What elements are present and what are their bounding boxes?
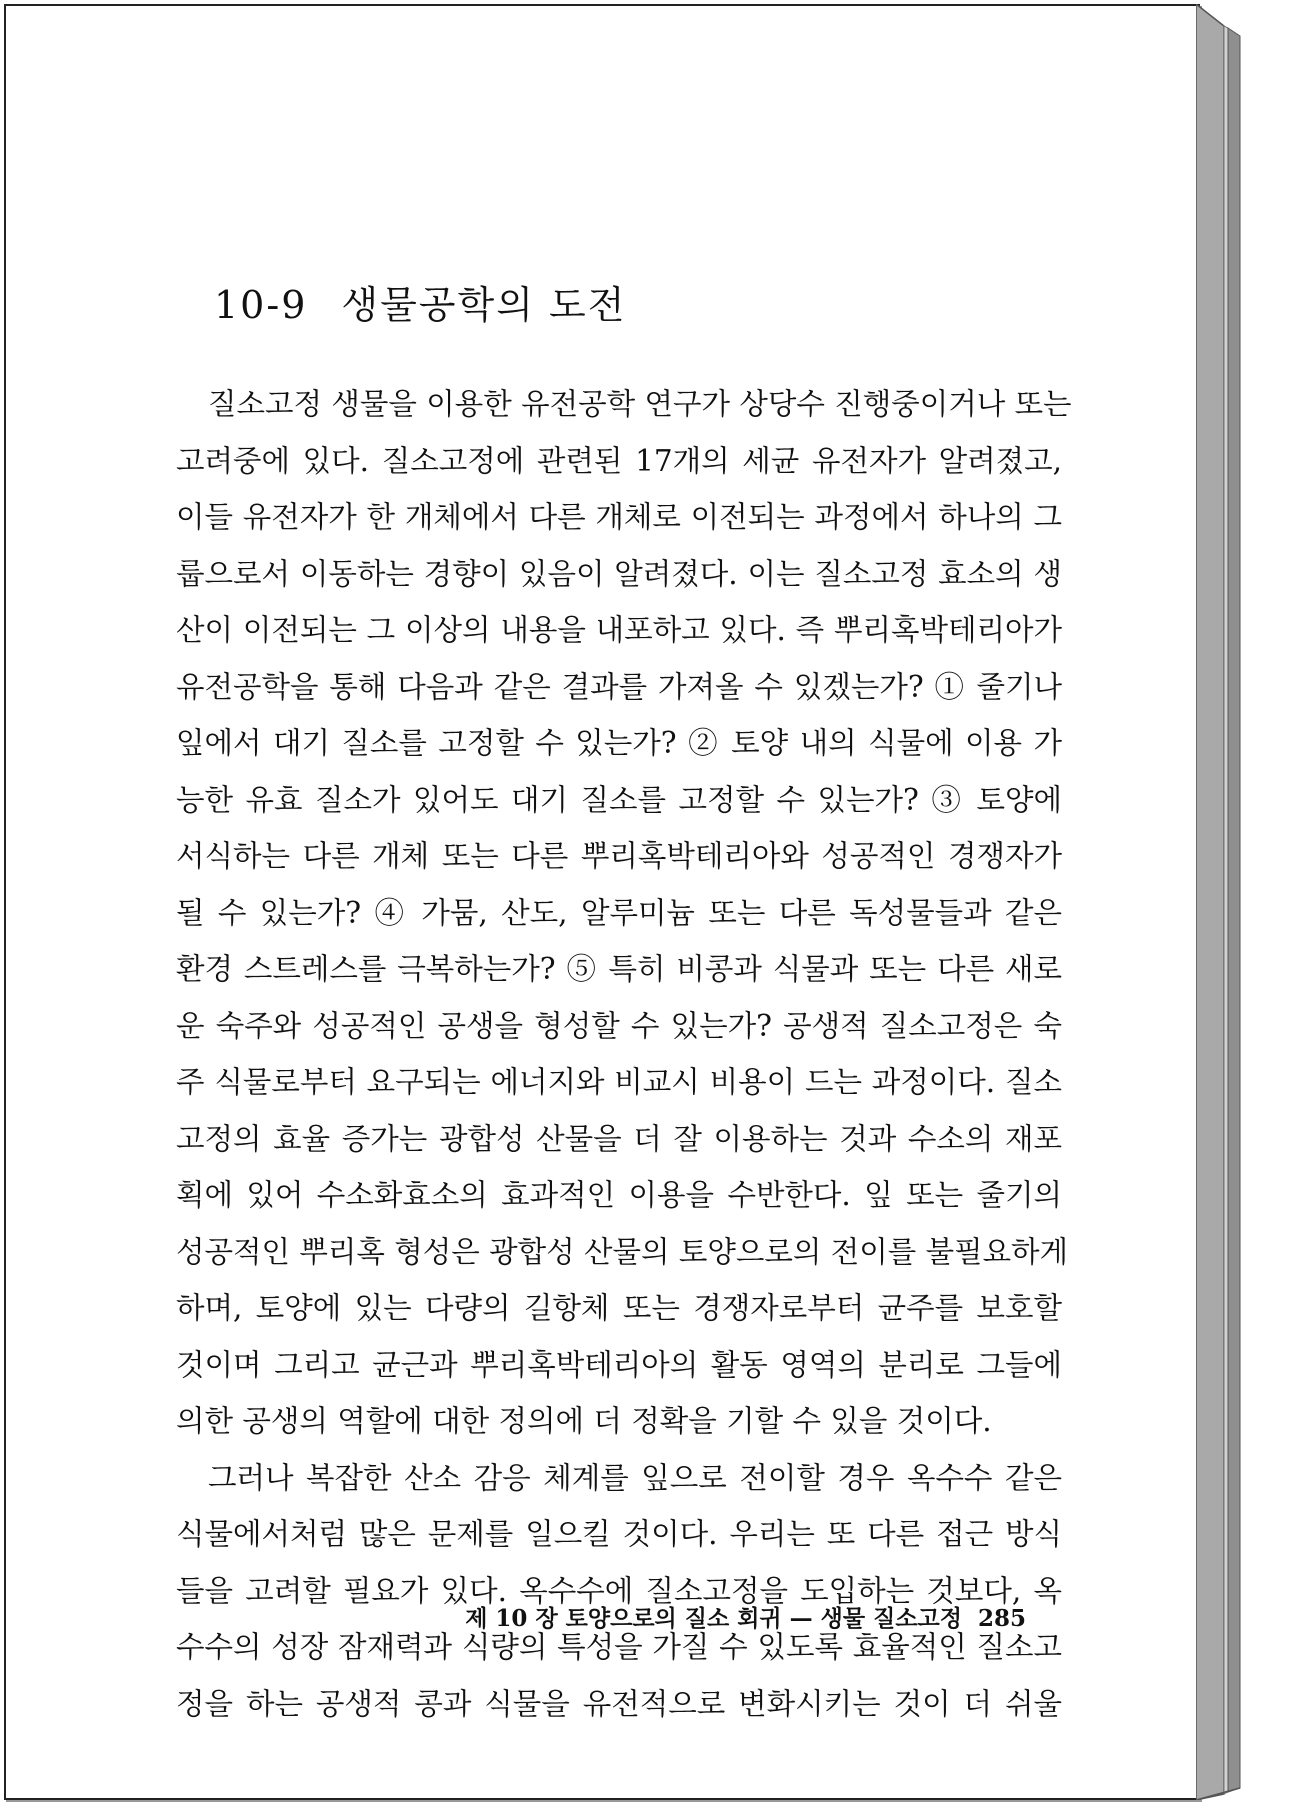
text-line: 룹으로서 이동하는 경향이 있음이 알려졌다. 이는 질소고정 효소의 생	[176, 556, 1062, 591]
text-line: 질소고정 생물을 이용한 유전공학 연구가 상당수 진행중이거나 또는	[208, 387, 1072, 421]
paragraph-1	[176, 376, 1072, 1450]
text-line: 잎에서 대기 질소를 고정할 수 있는가? ② 토양 내의 식물에 이용 가	[176, 726, 1062, 760]
text-line: 성공적인 뿌리혹 형성은 광합성 산물의 토양으로의 전이를 불필요하게	[176, 1234, 1069, 1269]
text-line: 정을 하는 공생적 콩과 식물을 유전적으로 변화시키는 것이 더 쉬울	[176, 1686, 1062, 1721]
text-line: 것이며 그리고 균근과 뿌리혹박테리아의 활동 영역의 분리로 그들에	[176, 1347, 1062, 1382]
text-line: 환경 스트레스를 극복하는가? ⑤ 특히 비콩과 식물과 또는 다른 새로	[176, 952, 1062, 986]
page-stack-edge	[1196, 4, 1294, 1800]
text-line: 획에 있어 수소화효소의 효과적인 이용을 수반한다. 잎 또는 줄기의	[176, 1178, 1062, 1212]
chapter-title: 제 10 장 토양으로의 질소 회귀 — 생물 질소고정	[465, 1605, 962, 1632]
page-sheet	[4, 4, 1200, 1800]
text-line: 고정의 효율 증가는 광합성 산물을 더 잘 이용하는 것과 수소의 재포	[176, 1121, 1062, 1156]
text-line: 이들 유전자가 한 개체에서 다른 개체로 이전되는 과정에서 하나의 그	[176, 500, 1062, 534]
text-line: 유전공학을 통해 다음과 같은 결과를 가져올 수 있겠는가? ① 줄기나	[176, 669, 1062, 704]
running-footer	[426, 1600, 1026, 1633]
text-line: 고려중에 있다. 질소고정에 관련된 17개의 세균 유전자가 알려졌고,	[176, 443, 1062, 478]
body-text	[176, 376, 1072, 1732]
text-line: 하며, 토양에 있는 다량의 길항체 또는 경쟁자로부터 균주를 보호할	[176, 1291, 1062, 1325]
text-line: 식물에서처럼 많은 문제를 일으킬 것이다. 우리는 또 다른 접근 방식	[176, 1517, 1062, 1551]
text-line: 주 식물로부터 요구되는 에너지와 비교시 비용이 드는 과정이다. 질소	[176, 1065, 1062, 1099]
paragraph-2	[176, 1450, 1062, 1733]
text-line: 운 숙주와 성공적인 공생을 형성할 수 있는가? 공생적 질소고정은 숙	[176, 1008, 1062, 1043]
text-line: 들을 고려할 필요가 있다. 옥수수에 질소고정을 도입하는 것보다, 옥	[176, 1573, 1062, 1608]
text-line: 서식하는 다른 개체 또는 다른 뿌리혹박테리아와 성공적인 경쟁자가	[176, 839, 1062, 873]
text-line: 의한 공생의 역할에 대한 정의에 더 정확을 기할 수 있을 것이다.	[176, 1404, 992, 1438]
text-line: 능한 유효 질소가 있어도 대기 질소를 고정할 수 있는가? ③ 토양에	[176, 782, 1062, 817]
section-heading	[214, 274, 626, 329]
text-line: 될 수 있는가? ④ 가뭄, 산도, 알루미늄 또는 다른 독성물들과 같은	[176, 895, 1062, 930]
section-title: 생물공학의 도전	[341, 283, 627, 327]
page-number: 285	[977, 1605, 1026, 1632]
text-line: 그러나 복잡한 산소 감응 체계를 잎으로 전이할 경우 옥수수 같은	[208, 1460, 1062, 1495]
text-line: 수수의 성장 잠재력과 식량의 특성을 가질 수 있도록 효율적인 질소고	[176, 1630, 1062, 1664]
section-number: 10-9	[214, 283, 308, 327]
text-line: 산이 이전되는 그 이상의 내용을 내포하고 있다. 즉 뿌리혹박테리아가	[176, 613, 1062, 647]
